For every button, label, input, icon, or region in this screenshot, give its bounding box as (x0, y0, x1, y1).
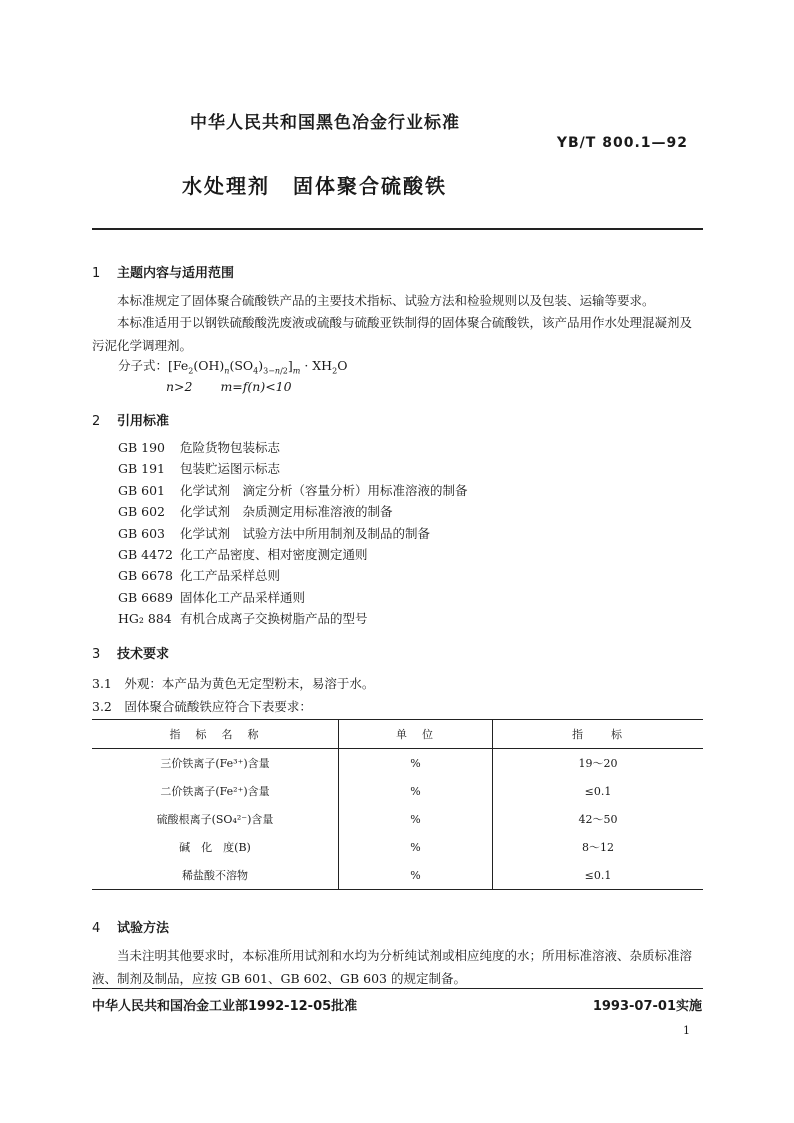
reference-item: GB 6689 固体化工产品采样通则 (118, 589, 306, 605)
unit-cell: % (339, 833, 493, 861)
column-header-indicator: 指 标 名 称 (92, 720, 339, 749)
approval-note: 中华人民共和国冶金工业部1992-12-05批准 (92, 999, 358, 1014)
value-cell: 19～20 (493, 749, 704, 778)
indicator-cell: 三价铁离子(Fe³⁺)含量 (160, 757, 270, 770)
section-1-paragraph-1: 本标准规定了固体聚合硫酸铁产品的主要技术指标、试验方法和检验规则以及包装、运输等要求。 (117, 293, 655, 308)
reference-item: GB 190 危险货物包装标志 (118, 440, 281, 455)
reference-item: GB 602 化学试剂 杂质测定用标准溶液的制备 (118, 504, 393, 520)
table-header-row (92, 720, 703, 749)
table-row (92, 833, 703, 861)
reference-item: GB 191 包装贮运图示标志 (118, 461, 281, 477)
section-1-paragraph-2: 本标准适用于以钢铁硫酸酸洗废液或硫酸与硫酸亚铁制得的固体聚合硫酸铁，该产品用作水处理混凝剂及污泥化学调理剂。 (92, 315, 693, 353)
section-3-heading: 3 技术要求 (92, 647, 170, 662)
column-header-value: 指 标 (493, 720, 704, 749)
section-4-heading: 4 试验方法 (92, 921, 170, 936)
table-row (92, 777, 703, 805)
unit-cell: % (339, 777, 493, 805)
specification-table (92, 719, 703, 890)
effective-date: 1993-07-01实施 (592, 999, 702, 1014)
clause-3-1: 3.1 外观：本产品为黄色无定型粉末，易溶于水。 (92, 676, 375, 691)
section-4-paragraph: 当未注明其他要求时，本标准所用试剂和水均为分析纯试剂或相应纯度的水；所用标准溶液、杂质标准溶液、制剂及制品，应按 GB 601、GB 602、GB 603 的规定制备。 (92, 948, 693, 986)
reference-item: HG₂ 884 有机合成离子交换树脂产品的型号 (118, 611, 368, 627)
value-cell: 42～50 (493, 805, 704, 833)
reference-item: GB 603 化学试剂 试验方法中所用制剂及制品的制备 (118, 525, 431, 541)
standard-number: YB/T 800.1—92 (556, 135, 688, 151)
unit-cell: % (339, 805, 493, 833)
formula-condition: n>2 m=f(n)<10 (166, 379, 292, 394)
value-cell: ≤0.1 (493, 777, 704, 805)
unit-cell: % (339, 861, 493, 890)
molecular-formula (118, 356, 347, 376)
footer-rule (92, 988, 703, 989)
table-row (92, 749, 703, 778)
indicator-cell: 碱 化 度(B) (179, 841, 251, 854)
header-rule (92, 228, 703, 230)
formula-expression: $[Fe_2(OH)_n(SO_4)_{3-n/2}]_m \cdot XH_2O$ (168, 358, 348, 376)
unit-cell: % (339, 749, 493, 778)
document-title: 水处理剂 固体聚合硫酸铁 (182, 174, 447, 198)
page-number: 1 (683, 1024, 690, 1037)
indicator-cell: 稀盐酸不溶物 (182, 869, 248, 882)
reference-list (118, 437, 468, 630)
indicator-cell: 硫酸根离子(SO₄²⁻)含量 (156, 813, 274, 826)
issuing-organization: 中华人民共和国黑色冶金行业标准 (190, 113, 460, 133)
table-row (92, 861, 703, 890)
clause-3-2: 3.2 固体聚合硫酸铁应符合下表要求： (92, 699, 312, 714)
column-header-unit: 单 位 (339, 720, 493, 749)
indicator-cell: 二价铁离子(Fe²⁺)含量 (160, 785, 270, 798)
table-row (92, 805, 703, 833)
formula-label: 分子式： (118, 358, 169, 373)
value-cell: ≤0.1 (493, 861, 704, 890)
reference-item: GB 6678 化工产品采样总则 (118, 568, 281, 584)
reference-item: GB 601 化学试剂 滴定分析（容量分析）用标准溶液的制备 (118, 482, 468, 498)
value-cell: 8～12 (493, 833, 704, 861)
reference-item: GB 4472 化工产品密度、相对密度测定通则 (118, 546, 368, 562)
section-1-heading: 1 主题内容与适用范围 (92, 266, 235, 281)
section-2-heading: 2 引用标准 (92, 414, 170, 429)
